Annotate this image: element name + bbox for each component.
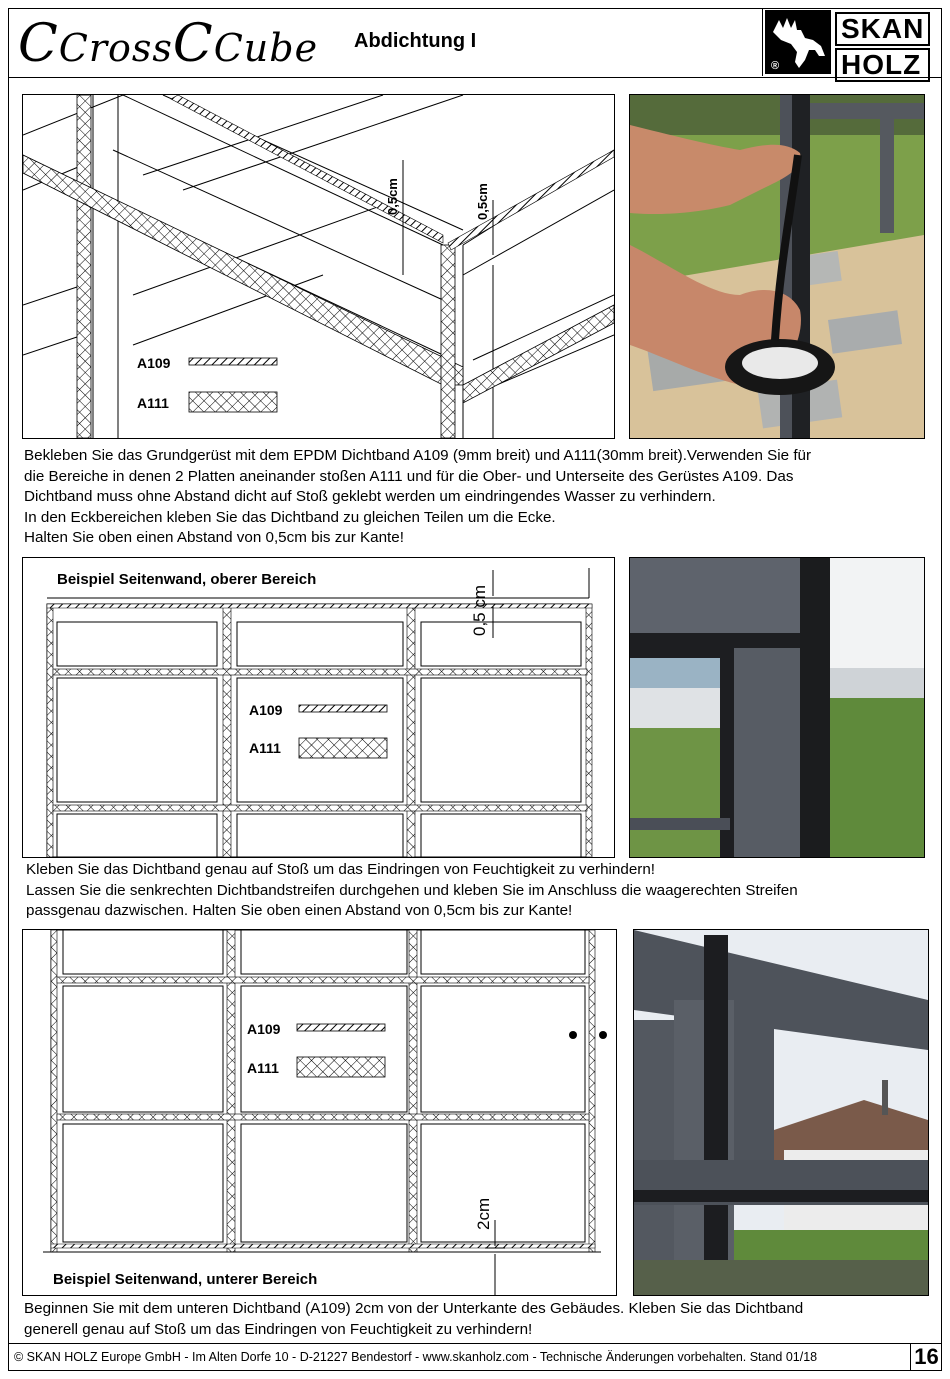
paragraph-2-line: passgenau dazwischen. Halten Sie oben einen Abstand von 0,5cm bis zur Kante! (26, 902, 573, 919)
paragraph-3-line: Beginnen Sie mit dem unteren Dichtband (A109) 2cm von der Unterkante des Gebäudes. Kleben Sie das Dichtband (24, 1300, 804, 1317)
logo-text-cube: Cube (213, 26, 319, 70)
brand-name (835, 12, 930, 84)
side-wall-upper-drawing (22, 557, 615, 858)
page-title: Abdichtung I (354, 30, 477, 52)
paragraph-1-line: Halten Sie oben einen Abstand von 0,5cm bis zur Kante! (24, 529, 404, 546)
legend-swatch-a109 (299, 705, 387, 712)
paragraph-1-line: Bekleben Sie das Grundgerüst mit dem EPDM Dichtband A109 (9mm breit) und A111(30mm breit).Verwenden Sie für (24, 447, 812, 464)
paragraph-2-line: Kleben Sie das Dichtband genau auf Stoß um das Eindringen von Feuchtigkeit zu verhindern! (26, 861, 655, 878)
instruction-paragraph-3 (24, 1299, 803, 1340)
legend-swatch-a109 (189, 358, 277, 365)
footer-divider (8, 1343, 942, 1344)
photo-applying-tape (629, 94, 925, 439)
brand-line-1: SKAN (835, 12, 930, 46)
figure-3-caption: Beispiel Seitenwand, unterer Bereich (53, 1271, 318, 1288)
legend-label-a109: A109 (249, 702, 283, 718)
dimension-label: 2cm (474, 1197, 493, 1230)
legend-swatch-a111 (297, 1057, 385, 1077)
brand-line-2: HOLZ (835, 48, 930, 82)
figure-2-caption: Beispiel Seitenwand, oberer Bereich (57, 571, 317, 588)
logo-text-cross: Cross (58, 26, 173, 70)
paragraph-1-line: In den Eckbereichen kleben Sie das Dichtband zu gleichen Teilen um die Ecke. (24, 508, 556, 526)
dimension-label-left: 0,5cm (385, 178, 400, 215)
moose-icon (765, 10, 831, 74)
photo-taped-frame-corner (629, 557, 925, 858)
header (8, 8, 942, 78)
instruction-paragraph-1 (24, 446, 811, 549)
registered-mark: ® (771, 60, 780, 72)
frame-corner-drawing (22, 94, 615, 439)
legend-label-a111: A111 (249, 740, 281, 756)
dimension-label-right: 0,5cm (475, 183, 490, 220)
paragraph-3-line: generell genau auf Stoß um das Eindringen von Feuchtigkeit zu verhindern! (24, 1320, 533, 1338)
legend-swatch-a111 (189, 392, 277, 412)
side-wall-lower-drawing (22, 929, 617, 1296)
legend-swatch-a111 (299, 738, 387, 758)
paragraph-1-line: die Bereiche in denen 2 Platten aneinander stoßen A111 und für die Ober- und Unterseite des Gerüstes A109. Das (24, 467, 794, 485)
page-number: 16 (910, 1343, 942, 1371)
skanholz-logo (762, 8, 942, 80)
instruction-paragraph-2 (26, 860, 798, 922)
paragraph-1-line: Dichtband muss ohne Abstand dicht auf Stoß geklebt werden um eindringendes Wasser zu verhindern. (24, 488, 716, 505)
dimension-label: 0,5 cm (470, 584, 489, 636)
photo-lower-frame (633, 929, 929, 1296)
legend-label-a109: A109 (247, 1021, 281, 1037)
legend-swatch-a109 (297, 1024, 385, 1031)
legend-label-a111: A111 (137, 395, 169, 411)
crosscube-logo: CCrossCCube (18, 14, 319, 74)
paragraph-2-line: Lassen Sie die senkrechten Dichtbandstreifen durchgehen und kleben Sie im Anschluss die waagerechten Streifen (26, 881, 798, 899)
footer-text: © SKAN HOLZ Europe GmbH - Im Alten Dorfe 10 - D-21227 Bendestorf - www.skanholz.com - Technische Änderungen vorbehalten. Stand 01/18 (14, 1350, 818, 1364)
legend-label-a111: A111 (247, 1060, 279, 1076)
legend-label-a109: A109 (137, 355, 171, 371)
